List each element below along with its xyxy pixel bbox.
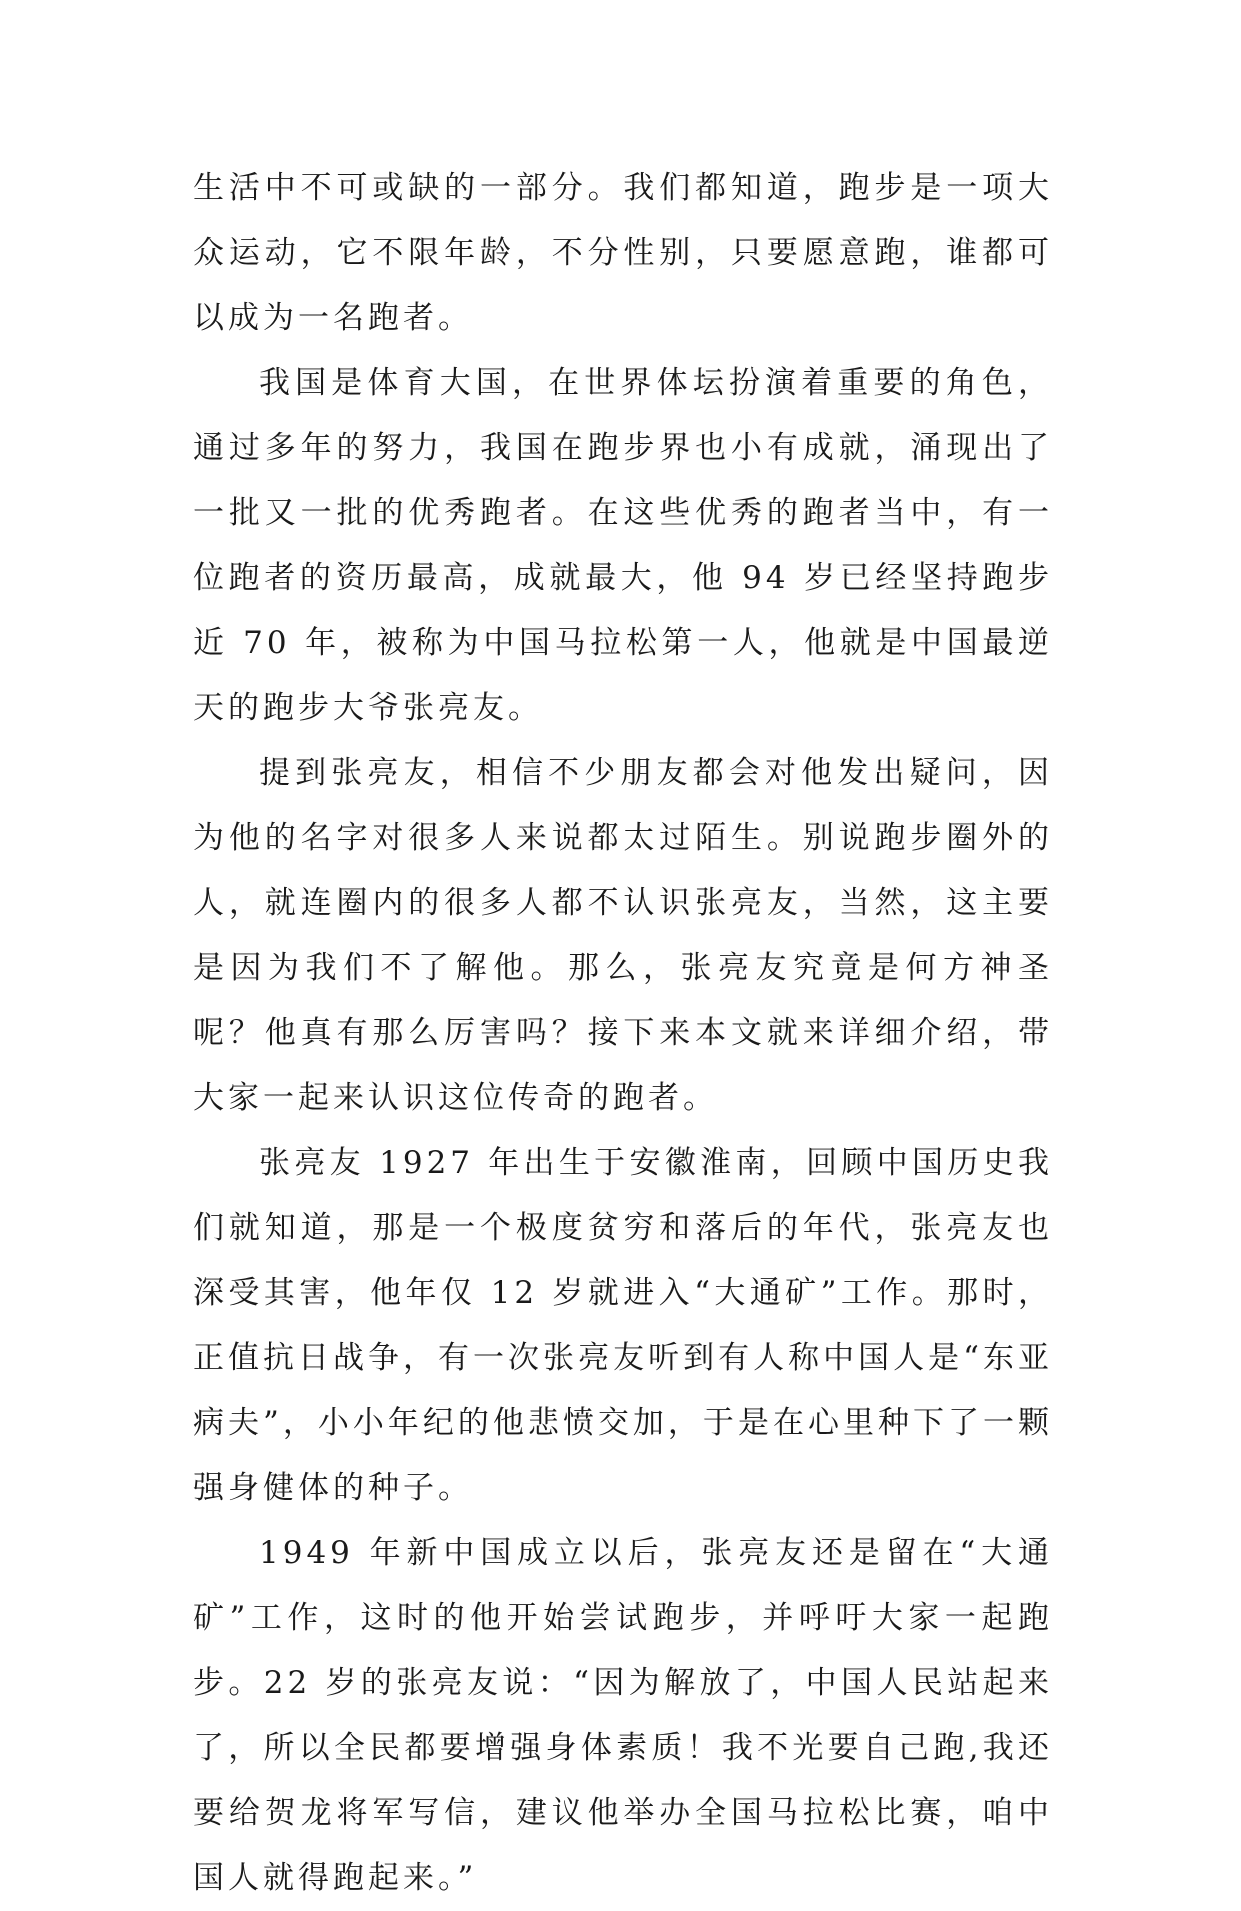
paragraph-3: 提到张亮友，相信不少朋友都会对他发出疑问，因为他的名字对很多人来说都太过陌生。别说跑步圈外的人，就连圈内的很多人都不认识张亮友，当然，这主要是因为我们不了解他。那么，张亮友究竟是何方神圣呢？他真有那么厉害吗？接下来本文就来详细介绍，带大家一起来认识这位传奇的跑者。 (193, 755, 1053, 1116)
paragraph-2: 我国是体育大国，在世界体坛扮演着重要的角色，通过多年的努力，我国在跑步界也小有成就，涌现出了一批又一批的优秀跑者。在这些优秀的跑者当中，有一位跑者的资历最高，成就最大，他 94 岁已经坚持跑步近 70 年，被称为中国马拉松第一人，他就是中国最逆天的跑步大爷张亮友。 (193, 365, 1053, 726)
paragraph-1: 生活中不可或缺的一部分。我们都知道，跑步是一项大众运动，它不限年龄，不分性别，只要愿意跑，谁都可以成为一名跑者。 (193, 170, 1053, 336)
paragraph-5: 1949 年新中国成立以后，张亮友还是留在“大通矿”工作，这时的他开始尝试跑步，并呼吁大家一起跑步。22 岁的张亮友说：“因为解放了，中国人民站起来了，所以全民都要增强身体素质！我不光要自己跑,我还要给贺龙将军写信，建议他举办全国马拉松比赛，咱中国人就得跑起来。” (193, 1535, 1053, 1896)
document-page (193, 156, 1053, 1911)
paragraph-4: 张亮友 1927 年出生于安徽淮南，回顾中国历史我们就知道，那是一个极度贫穷和落后的年代，张亮友也深受其害，他年仅 12 岁就进入“大通矿”工作。那时，正值抗日战争，有一次张亮友听到有人称中国人是“东亚病夫”，小小年纪的他悲愤交加，于是在心里种下了一颗强身健体的种子。 (193, 1145, 1053, 1506)
